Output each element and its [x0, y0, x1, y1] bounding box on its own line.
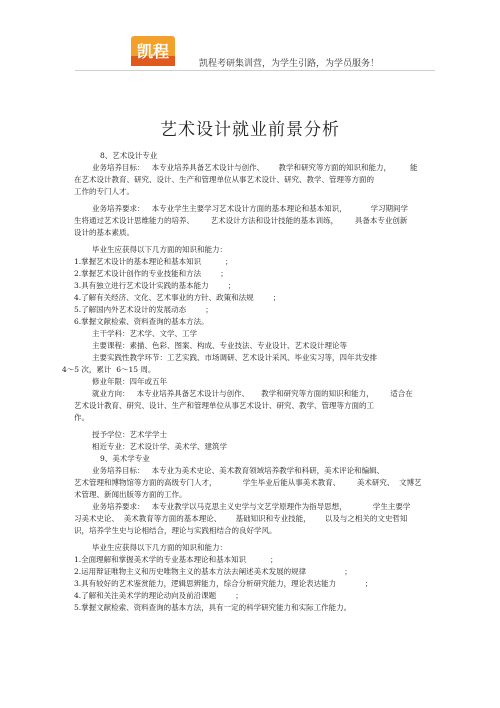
body-line: 业务培养要求： 本专业教学以马克思主义史学与文艺学原理作为指导思想， 学生主要学	[92, 502, 411, 511]
document-body	[62, 150, 434, 614]
svg-text:凯程: 凯程	[136, 42, 170, 61]
body-line: 艺术管理和博物馆等方面的高级专门人才， 学生毕业后能从事美术教育、 美术研究、 文博艺	[74, 478, 422, 487]
body-line: 术管理、新闻出版等方面的工作。	[74, 490, 187, 499]
body-line: 2.掌握艺术设计创作的专业技能和方法 ；	[74, 269, 228, 278]
body-line: 业务培养目标： 本专业培养具备艺术设计与创作、 教学和研究等方面的知识和能力， 能	[92, 163, 418, 172]
body-line: 业务培养要求： 本专业学生主要学习艺术设计方面的基本理论和基本知识， 学习期间学	[92, 204, 408, 213]
body-line: 9、美术学专业	[100, 454, 150, 463]
body-line: 3.具有独立进行艺术设计实践的基本能力 ；	[74, 281, 236, 290]
body-line: 1.掌握艺术设计的基本理论和基本知识 ；	[74, 257, 233, 266]
page-header	[75, 36, 435, 76]
body-line: 毕业生应获得以下几方面的知识和能力：	[92, 245, 227, 254]
body-line: 作。	[74, 413, 89, 422]
body-line: 就业方向： 本专业培养具备艺术设计与创作、 教学和研究等方面的知识和能力， 适合在	[92, 389, 413, 398]
body-line: 4.了解有关经济、文化、艺术事业的方针、政策和法规 ；	[74, 293, 281, 302]
header-slogan: 凯程考研集训营，为学生引路，为学员服务！	[199, 59, 380, 69]
body-line: 1.全面理解和掌握美术学的专业基本理论和基本知识 ；	[74, 555, 278, 564]
body-line: 在艺术设计教育、研究、设计、生产和管理单位从事艺术设计、研究、教学、管理等方面的	[74, 175, 374, 184]
body-line: 毕业生应获得以下几方面的知识和能力：	[92, 543, 227, 552]
body-line: 4.了解和关注美术学的理论动向及前沿课题 ；	[74, 591, 243, 600]
body-line: 授予学位：艺术学学士	[92, 430, 167, 439]
body-line: 设计的基本素质。	[74, 228, 134, 237]
body-line: 3.具有较好的艺术鉴赏能力，逻辑思辨能力，综合分析研究能力，理论表达能力 ；	[74, 579, 373, 588]
body-line: 主要实践性教学环节：工艺实践、市场调研、艺术设计采风、毕业实习等，四年共安排	[92, 353, 377, 362]
document-title: 艺术设计就业前景分析	[160, 120, 340, 140]
body-line: 业务培养目标： 本专业为美术史论、美术教育领域培养教学和科研，美术评论和编辑、	[92, 466, 385, 475]
body-line: 习美术史论、 美术教育等方面的基本理论、 基础知识和专业技能， 以及与之相关的文史哲知	[74, 514, 408, 523]
body-line: 2.运用辩证唯物主义和历史唯物主义的基本方法去阐述美术发展的规律 ；	[74, 567, 352, 576]
body-line: 6.掌握文献检索、资料查询的基本方法。	[74, 317, 209, 326]
body-line: 4～5 次，累计 6～15 周。	[62, 365, 156, 374]
body-line: 主干学科：艺术学、文学、工学	[92, 329, 197, 338]
body-line: 识，培养学生史与论相结合，理论与实践相结合的良好学风。	[74, 526, 277, 535]
body-line: 8、艺术设计专业	[100, 151, 158, 160]
body-line: 艺术设计教育、研究、设计、生产和管理单位从事艺术设计、研究、教学、管理等方面的工	[74, 401, 374, 410]
kaicheng-logo	[131, 36, 175, 66]
body-line: 主要课程：素描、色彩、图案、构成、专业技法、专业设计、艺术设计理论等	[92, 341, 347, 350]
body-line: 工作的专门人才。	[74, 187, 134, 196]
body-line: 相近专业：艺术设计学、美术学、建筑学	[92, 442, 227, 451]
body-line: 5.掌握文献检索、资料查询的基本方法，具有一定的科学研究能力和实际工作能力。	[74, 603, 352, 612]
header-divider	[75, 70, 435, 71]
body-line: 修业年限：四年或五年	[92, 377, 167, 386]
body-line: 5.了解国内外艺术设计的发展动态 ；	[74, 305, 213, 314]
body-line: 生将通过艺术设计思维能力的培养、 艺术设计方法和设计技能的基本训练， 具备本专业创新	[74, 216, 408, 225]
